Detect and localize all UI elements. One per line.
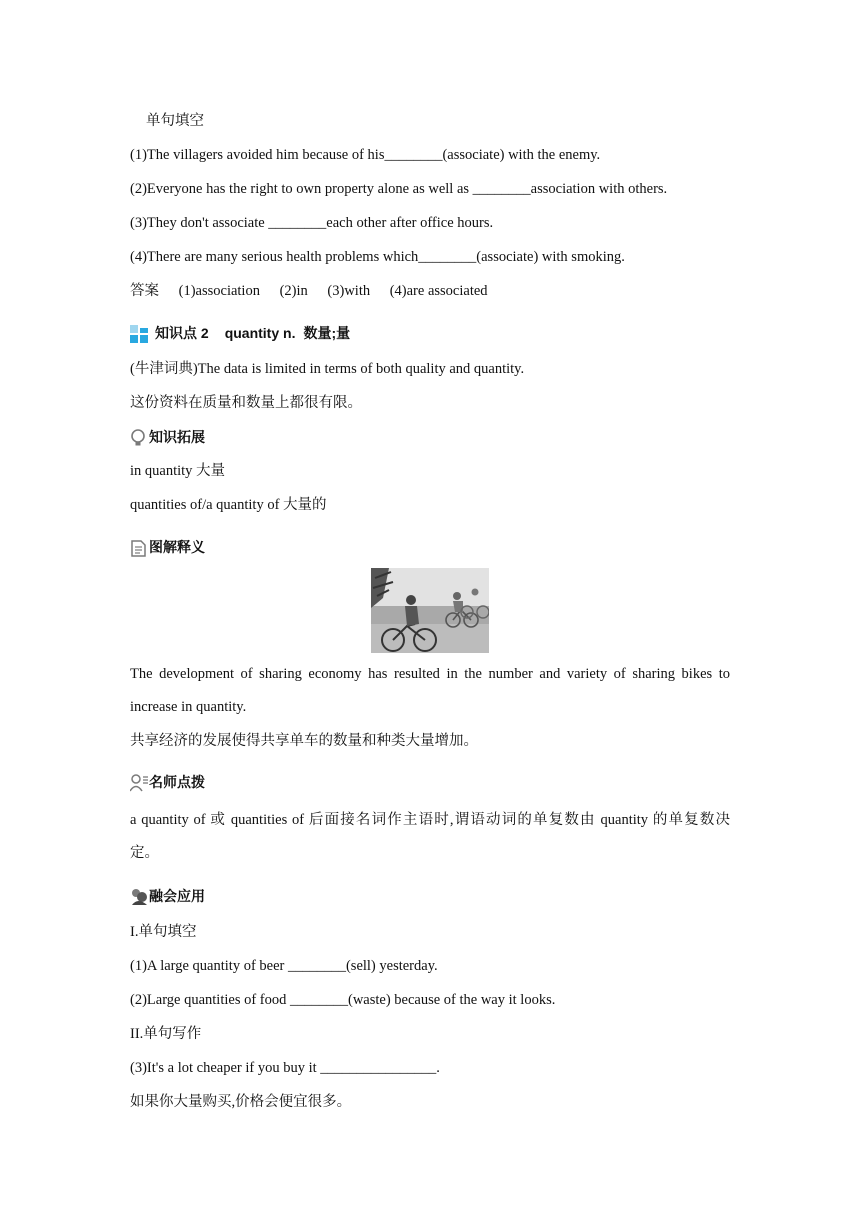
- sharing-bikes-illustration: [371, 568, 489, 653]
- people-icon: [130, 888, 147, 905]
- application-part-2: II.单句写作: [130, 1026, 202, 1042]
- application-title: 融会应用: [149, 888, 205, 904]
- teacher-icon: [130, 774, 147, 791]
- exercise-item-2: (2)Everyone has the right to own property alone as well as ________association with others.: [130, 181, 668, 197]
- exercise-item-4: (4)There are many serious health problems which________(associate) with smoking.: [130, 249, 625, 265]
- point-word: quantity n.: [224, 325, 296, 341]
- knowledge-point-heading: [130, 323, 350, 343]
- extension-heading: [130, 427, 205, 447]
- answer-3: (3)with: [327, 283, 371, 299]
- document-icon: [130, 539, 147, 556]
- point-label: 知识点 2: [155, 325, 209, 341]
- extension-item-1: in quantity 大量: [130, 463, 226, 479]
- tips-line-2: 定。: [130, 845, 159, 861]
- exercise-item-1: (1)The villagers avoided him because of his________(associate) with the enemy.: [130, 147, 601, 163]
- tips-line-1: a quantity of 或 quantities of 后面接名词作主语时,谓语动词的单复数由 quantity 的单复数决: [130, 812, 730, 828]
- application-question-3-chinese: 如果你大量购买,价格会便宜很多。: [130, 1094, 352, 1110]
- answer-2: (2)in: [279, 283, 308, 299]
- point-meaning: 数量;量: [303, 325, 351, 341]
- exercise-item-3: (3)They don't associate ________each other after office hours.: [130, 215, 494, 231]
- section-title: 单句填空: [146, 113, 204, 129]
- answer-4: (4)are associated: [389, 283, 488, 299]
- application-part-1: I.单句填空: [130, 924, 197, 940]
- extension-title: 知识拓展: [149, 429, 205, 445]
- illustration-heading: [130, 537, 205, 557]
- extension-item-2: quantities of/a quantity of 大量的: [130, 497, 327, 513]
- example-english: (牛津词典)The data is limited in terms of both quality and quantity.: [130, 361, 525, 377]
- application-question-2: (2)Large quantities of food ________(waste) because of the way it looks.: [130, 992, 556, 1008]
- application-heading: [130, 886, 205, 906]
- application-question-3: (3)It's a lot cheaper if you buy it ________________.: [130, 1060, 440, 1076]
- application-question-1: (1)A large quantity of beer ________(sell) yesterday.: [130, 958, 438, 974]
- tips-title: 名师点拨: [149, 774, 205, 790]
- illustration-text-line-1: The development of sharing economy has resulted in the number and variety of sharing bikes to: [130, 666, 730, 682]
- example-chinese: 这份资料在质量和数量上都很有限。: [130, 395, 362, 411]
- illustration-text-chinese: 共享经济的发展使得共享单车的数量和种类大量增加。: [130, 733, 478, 749]
- answer-1: (1)association: [178, 283, 260, 299]
- answer-label: 答案: [130, 283, 159, 299]
- lightbulb-icon: [130, 429, 147, 446]
- tips-heading: [130, 772, 205, 792]
- illustration-title: 图解释义: [149, 539, 205, 555]
- answer-line: [130, 281, 488, 301]
- knowledge-point-icon: [130, 325, 147, 342]
- illustration-text-line-2: increase in quantity.: [130, 699, 247, 715]
